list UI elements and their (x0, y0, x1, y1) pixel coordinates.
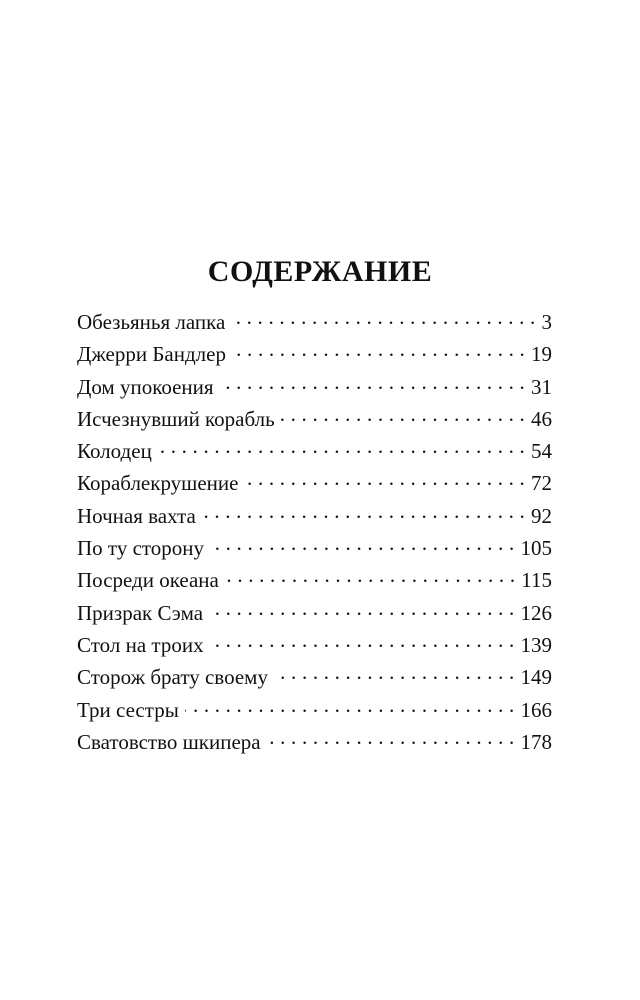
toc-entry[interactable] (77, 371, 552, 403)
toc-entry-page-number: 3 (541, 310, 552, 334)
toc-entry-title: Колодец (77, 439, 152, 464)
dot-leader (274, 664, 515, 684)
toc-entry-page-number: 31 (531, 374, 552, 399)
toc-entry-title: Дом упокоения (77, 374, 214, 399)
toc-entry-title: Сватовство шкипера (77, 729, 261, 754)
toc-entry-page-number: 149 (520, 665, 552, 690)
toc-entry-title: По ту сторону (77, 536, 205, 561)
toc-entry-page-number: 105 (520, 536, 552, 561)
toc-entry-title: Сторож брату своему (77, 665, 268, 690)
dot-leader (225, 567, 515, 587)
toc-entry-page-number: 19 (531, 342, 552, 367)
dot-leader (281, 406, 525, 426)
toc-entry-title: Три сестры (77, 697, 179, 722)
dot-leader (244, 470, 525, 490)
dot-leader (231, 309, 535, 329)
toc-heading: СОДЕРЖАНИЕ (207, 255, 433, 288)
toc-entry-page-number: 54 (531, 439, 552, 464)
toc-entry-title: Кораблекрушение (77, 471, 239, 496)
toc-entry-title: Обезьянья лапка (77, 310, 226, 334)
toc-entry[interactable] (77, 726, 552, 758)
toc-entry-title: Исчезнувший корабль (77, 406, 275, 431)
toc-entry-title: Стол на троих (77, 632, 204, 657)
toc-entry[interactable] (77, 467, 552, 499)
toc-entry[interactable] (77, 435, 552, 467)
toc-entry-title: Ночная вахта (77, 503, 196, 528)
toc-entry[interactable] (77, 597, 552, 629)
toc-entry-title: Джерри Бандлер (77, 342, 226, 367)
dot-leader (209, 600, 514, 620)
toc-entry-title: Посреди океана (77, 568, 219, 593)
dot-leader (267, 729, 515, 749)
toc-entry-page-number: 46 (531, 406, 552, 431)
toc-entry-page-number: 166 (520, 697, 552, 722)
toc-entry[interactable] (77, 564, 552, 596)
toc-entry[interactable] (77, 338, 552, 370)
toc-entry[interactable] (77, 661, 552, 693)
toc-entry-page-number: 115 (521, 568, 552, 593)
toc-entry[interactable] (77, 403, 552, 435)
toc-entry-page-number: 72 (531, 471, 552, 496)
dot-leader (210, 535, 514, 555)
toc-entry-page-number: 139 (520, 632, 552, 657)
toc-list (77, 306, 552, 758)
toc-entry[interactable] (77, 629, 552, 661)
dot-leader (232, 341, 525, 361)
dot-leader (220, 374, 525, 394)
toc-entry[interactable] (77, 500, 552, 532)
toc-entry-title: Призрак Сэма (77, 600, 204, 625)
toc-entry-page-number: 126 (520, 600, 552, 625)
dot-leader (210, 632, 515, 652)
toc-entry[interactable] (77, 532, 552, 564)
toc-entry-page-number: 178 (520, 729, 552, 754)
dot-leader (202, 503, 525, 523)
toc-entry[interactable] (77, 306, 552, 338)
toc-entry-page-number: 92 (531, 503, 552, 528)
dot-leader (185, 697, 515, 717)
dot-leader (158, 438, 525, 458)
toc-entry[interactable] (77, 694, 552, 726)
